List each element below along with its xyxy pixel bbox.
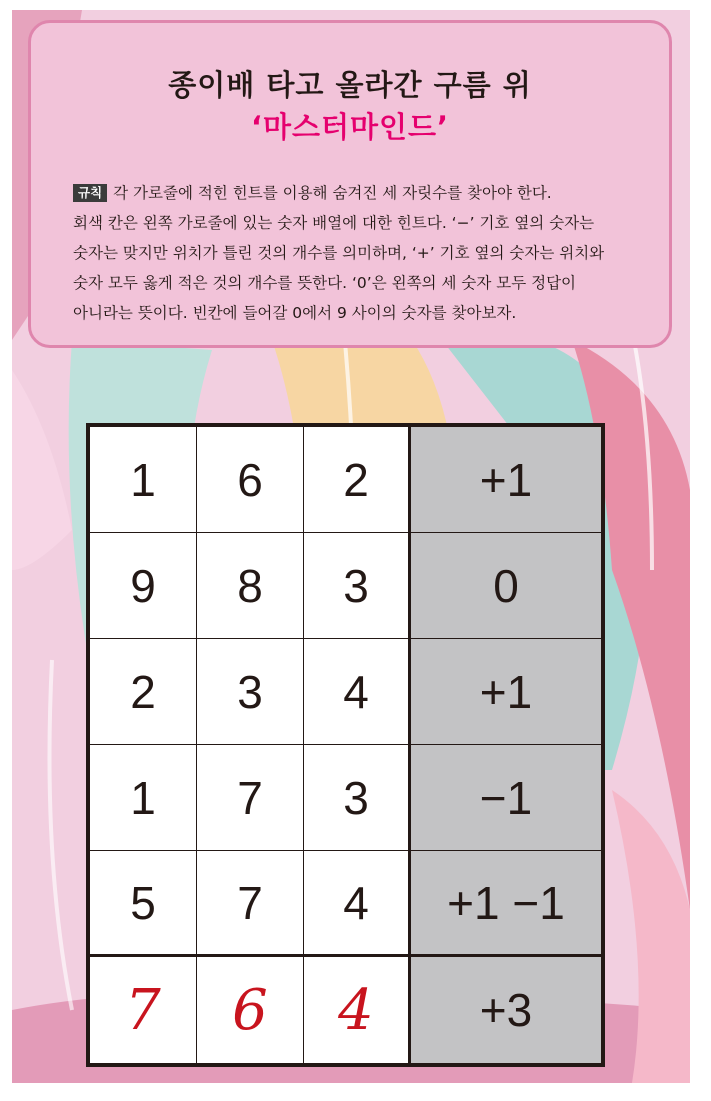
digit-cell: 4 [304, 851, 411, 957]
hint-cell: +3 [411, 957, 601, 1063]
mastermind-grid [86, 423, 605, 1067]
rules-line: 규칙 각 가로줄에 적힌 힌트를 이용해 숨겨진 세 자릿수를 찾아야 한다. [73, 178, 641, 208]
answer-cell[interactable]: 7 [90, 957, 197, 1063]
digit-cell: 6 [197, 427, 304, 533]
digit-cell: 8 [197, 533, 304, 639]
digit-cell: 1 [90, 745, 197, 851]
digit-cell: 1 [90, 427, 197, 533]
rules-badge: 규칙 [73, 184, 107, 202]
digit-cell: 4 [304, 639, 411, 745]
digit-cell: 7 [197, 851, 304, 957]
answer-cell[interactable]: 4 [304, 957, 411, 1063]
puzzle-title: 종이배 타고 올라간 구름 위 [168, 68, 532, 102]
digit-cell: 9 [90, 533, 197, 639]
puzzle-page [12, 10, 690, 1083]
hint-cell: +1 −1 [411, 851, 601, 957]
answer-cell[interactable]: 6 [197, 957, 304, 1063]
digit-cell: 3 [304, 533, 411, 639]
digit-cell: 5 [90, 851, 197, 957]
digit-cell: 3 [304, 745, 411, 851]
rules-line: 회색 칸은 왼쪽 가로줄에 있는 숫자 배열에 대한 힌트다. ‘−’ 기호 옆의 숫자는 [73, 214, 595, 232]
rules-line: 숫자는 맞지만 위치가 틀린 것의 개수를 의미하며, ‘+’ 기호 옆의 숫자는 위치와 [73, 244, 605, 262]
digit-cell: 2 [90, 639, 197, 745]
digit-cell: 3 [197, 639, 304, 745]
hint-cell: +1 [411, 639, 601, 745]
hint-cell: 0 [411, 533, 601, 639]
digit-cell: 7 [197, 745, 304, 851]
puzzle-subtitle: ‘마스터마인드’ [250, 110, 450, 144]
hint-cell: +1 [411, 427, 601, 533]
hint-cell: −1 [411, 745, 601, 851]
rules-text [73, 178, 641, 328]
rules-panel [28, 20, 672, 348]
rules-line: 숫자 모두 옳게 적은 것의 개수를 뜻한다. ‘0’은 왼쪽의 세 숫자 모두 정답이 [73, 274, 577, 292]
digit-cell: 2 [304, 427, 411, 533]
rules-line: 아니라는 뜻이다. 빈칸에 들어갈 0에서 9 사이의 숫자를 찾아보자. [73, 304, 517, 322]
